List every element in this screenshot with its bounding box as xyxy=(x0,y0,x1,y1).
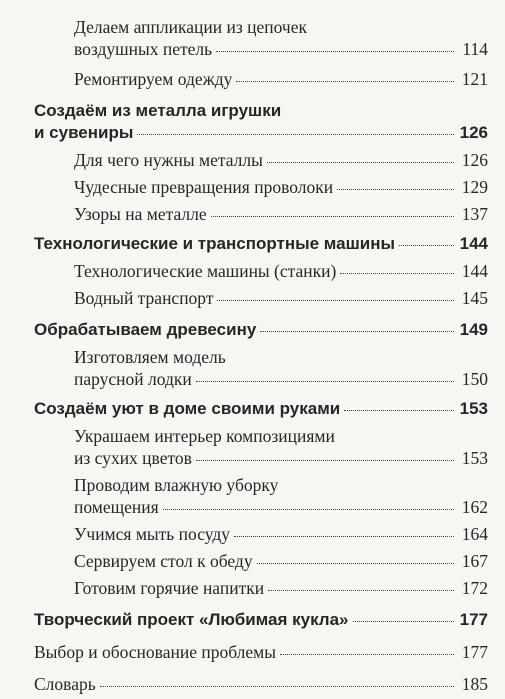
toc-entry-title: Узоры на металле xyxy=(74,204,207,224)
dot-leader xyxy=(344,410,453,411)
toc-entry xyxy=(74,260,488,282)
toc-page-number: 172 xyxy=(461,578,488,598)
toc-entry xyxy=(34,673,488,695)
toc-section-title: Обрабатываем древесину xyxy=(34,320,257,339)
toc-page-number: 144 xyxy=(461,261,488,281)
toc-page-number: 145 xyxy=(461,288,488,308)
toc-page-number: 177 xyxy=(459,610,488,629)
dot-leader xyxy=(399,245,454,246)
toc-entry-title: Для чего нужны металлы xyxy=(74,150,263,170)
toc-page-number: 129 xyxy=(461,177,488,197)
toc-section-title: Создаём уют в доме своими руками xyxy=(34,399,341,418)
toc-entry-title: парусной лодки xyxy=(74,369,192,389)
dot-leader xyxy=(216,51,454,52)
toc-entry-title: воздушных петель xyxy=(74,39,213,59)
toc-entry-title: Делаем аппликации из цепочек xyxy=(74,17,307,37)
toc-entry xyxy=(74,577,488,599)
toc-entry-title: Выбор и обоснование проблемы xyxy=(34,642,277,662)
toc-section-heading xyxy=(34,398,488,420)
toc-section-heading xyxy=(34,319,488,341)
toc-section-heading xyxy=(34,609,488,631)
dot-leader xyxy=(257,563,454,564)
toc-entry-title: Готовим горячие напитки xyxy=(74,578,265,598)
toc-section-title: Создаём из металла игрушки xyxy=(34,101,282,120)
toc-page-number: 150 xyxy=(461,369,488,389)
dot-leader xyxy=(137,134,453,135)
toc-entry-title: Водный транспорт xyxy=(74,288,214,308)
toc-entry-title: помещения xyxy=(74,497,159,517)
toc-page-number: 121 xyxy=(461,69,488,89)
toc-entry-title: Ремонтируем одежду xyxy=(74,69,233,89)
dot-leader xyxy=(268,590,454,591)
toc-page-number: 137 xyxy=(461,204,488,224)
toc-entry-title: Изготовляем модель xyxy=(74,347,226,367)
toc-page-number: 126 xyxy=(459,123,488,142)
toc-section-title: Творческий проект «Любимая кукла» xyxy=(34,610,349,629)
dot-leader xyxy=(353,621,454,622)
toc-page-number: 164 xyxy=(461,524,488,544)
toc-entry xyxy=(74,287,488,309)
toc-page-number: 167 xyxy=(461,551,488,571)
toc-entry xyxy=(74,550,488,572)
toc-page-number: 162 xyxy=(461,497,488,517)
toc-entry xyxy=(74,16,488,60)
toc-page-number: 149 xyxy=(459,320,488,339)
toc-entry-title: Чудесные превращения проволоки xyxy=(74,177,334,197)
toc-page-number: 126 xyxy=(461,150,488,170)
toc-entry xyxy=(74,474,488,518)
toc-section-title: Технологические и транспортные машины xyxy=(34,234,396,253)
toc-entry-title: Технологические машины (станки) xyxy=(74,261,337,281)
toc-section-heading xyxy=(34,233,488,255)
toc-page-number: 185 xyxy=(461,674,488,694)
toc-entry xyxy=(74,149,488,171)
dot-leader xyxy=(236,81,454,82)
dot-leader xyxy=(196,381,454,382)
dot-leader xyxy=(260,331,453,332)
toc-section-heading xyxy=(34,100,488,144)
toc-entry-title: Сервируем стол к обеду xyxy=(74,551,253,571)
dot-leader xyxy=(100,686,454,687)
toc-entry-title: Учимся мыть посуду xyxy=(74,524,231,544)
toc-page-number: 153 xyxy=(459,399,488,418)
toc-page-number: 177 xyxy=(461,642,488,662)
toc-page-number: 114 xyxy=(462,39,488,59)
toc-entry-title: Проводим влажную уборку xyxy=(74,475,279,495)
dot-leader xyxy=(217,300,454,301)
dot-leader xyxy=(211,216,454,217)
dot-leader xyxy=(196,460,454,461)
toc-entry xyxy=(74,346,488,390)
toc-page-number: 153 xyxy=(461,448,488,468)
dot-leader xyxy=(337,189,454,190)
dot-leader xyxy=(267,162,454,163)
dot-leader xyxy=(234,536,454,537)
toc-entry xyxy=(74,523,488,545)
toc-entry xyxy=(74,68,488,90)
toc-entry-title: Украшаем интерьер композициями xyxy=(74,426,335,446)
toc-entry xyxy=(34,641,488,663)
toc-entry-title: Словарь xyxy=(34,674,96,694)
toc-section-title: и сувениры xyxy=(34,123,134,142)
dot-leader xyxy=(340,273,454,274)
table-of-contents xyxy=(34,16,488,695)
dot-leader xyxy=(280,654,454,655)
toc-entry xyxy=(74,425,488,469)
toc-page-number: 144 xyxy=(459,234,488,253)
toc-entry xyxy=(74,176,488,198)
dot-leader xyxy=(163,509,454,510)
toc-entry xyxy=(74,203,488,225)
toc-entry-title: из сухих цветов xyxy=(74,448,192,468)
